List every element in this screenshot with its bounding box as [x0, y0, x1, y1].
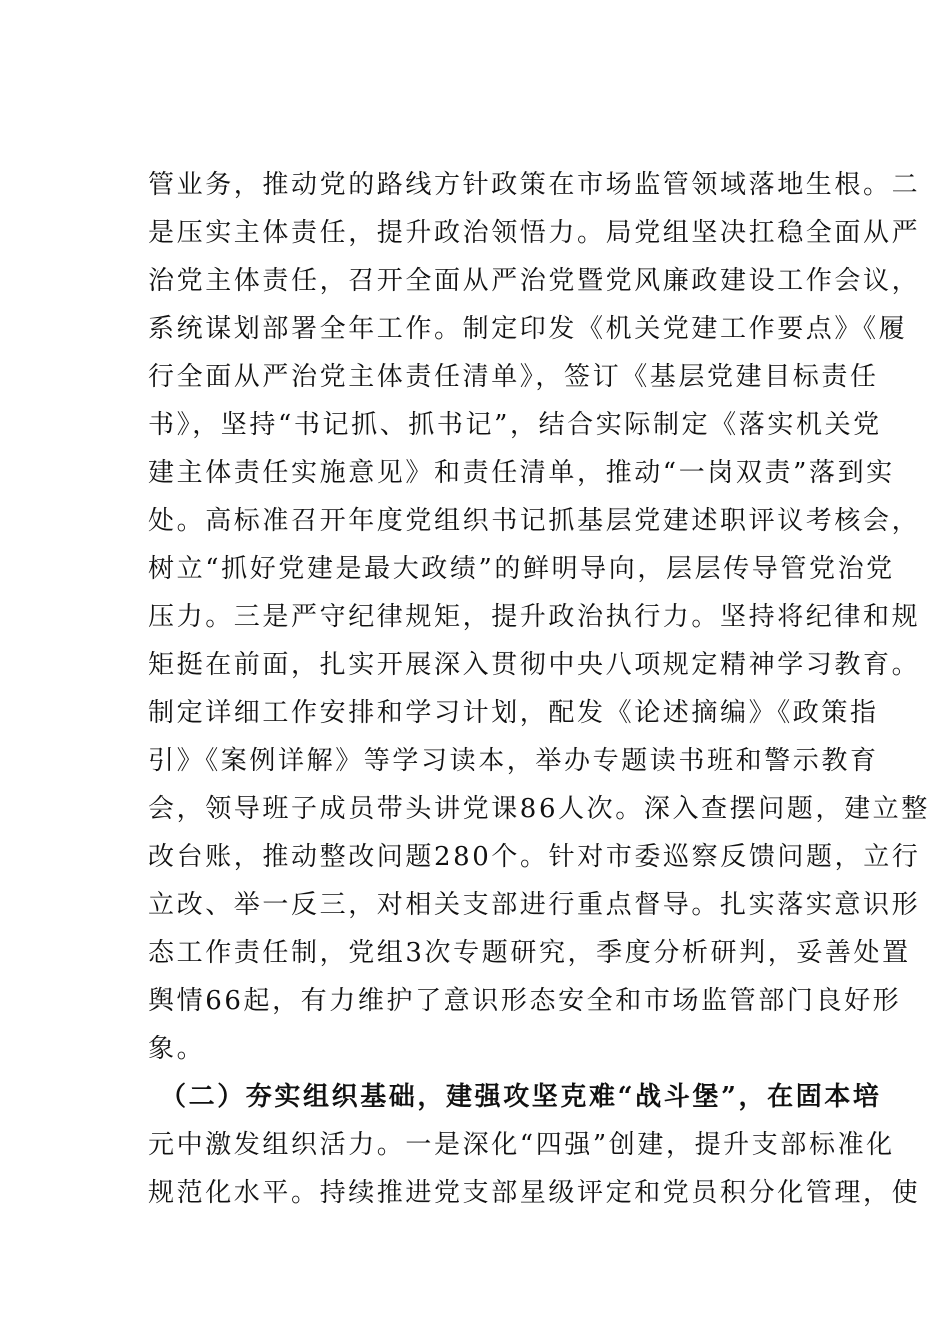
text-line: 树立“抓好党建是最大政绩”的鲜明导向，层层传导管党治党 — [148, 554, 895, 584]
text-line: 书》，坚持“书记抓、抓书记”，结合实际制定《落实机关党 — [148, 410, 882, 440]
text-line: 改台账，推动整改问题280个。针对市委巡察反馈问题，立行 — [148, 842, 921, 872]
text-line: 矩挺在前面，扎实开展深入贯彻中央八项规定精神学习教育。 — [148, 650, 921, 680]
text-line: 管业务，推动党的路线方针政策在市场监管领域落地生根。二 — [148, 170, 921, 200]
text-line: 制定详细工作安排和学习计划，配发《论述摘编》《政策指 — [148, 698, 879, 728]
text-line: 治党主体责任，召开全面从严治党暨党风廉政建设工作会议， — [148, 266, 921, 296]
text-line: 态工作责任制，党组3次专题研究，季度分析研判，妥善处置 — [148, 938, 911, 968]
text-line: 立改、举一反三，对相关支部进行重点督导。扎实落实意识形 — [148, 890, 921, 920]
text-line: 行全面从严治党主体责任清单》，签订《基层党建目标责任 — [148, 362, 879, 392]
text-line: 建主体责任实施意见》和责任清单，推动“一岗双责”落到实 — [148, 458, 895, 488]
section-heading: （二）夯实组织基础，建强攻坚克难“战斗堡”，在固本培 — [160, 1082, 882, 1112]
text-line: 是压实主体责任，提升政治领悟力。局党组坚决扛稳全面从严 — [148, 218, 921, 248]
text-line: 舆情66起，有力维护了意识形态安全和市场监管部门良好形 — [148, 986, 902, 1016]
text-line: 系统谋划部署全年工作。制定印发《机关党建工作要点》《履 — [148, 314, 908, 344]
text-line: 压力。三是严守纪律规矩，提升政治执行力。坚持将纪律和规 — [148, 602, 921, 632]
text-line: 元中激发组织活力。一是深化“四强”创建，提升支部标准化 — [148, 1130, 895, 1160]
text-line: 处。高标准召开年度党组织书记抓基层党建述职评议考核会， — [148, 506, 921, 536]
text-line: 引》《案例详解》等学习读本，举办专题读书班和警示教育 — [148, 746, 879, 776]
text-line: 规范化水平。持续推进党支部星级评定和党员积分化管理，使 — [148, 1178, 921, 1208]
text-line: 象。 — [148, 1034, 206, 1064]
text-line: 会，领导班子成员带头讲党课86人次。深入查摆问题，建立整 — [148, 794, 930, 824]
